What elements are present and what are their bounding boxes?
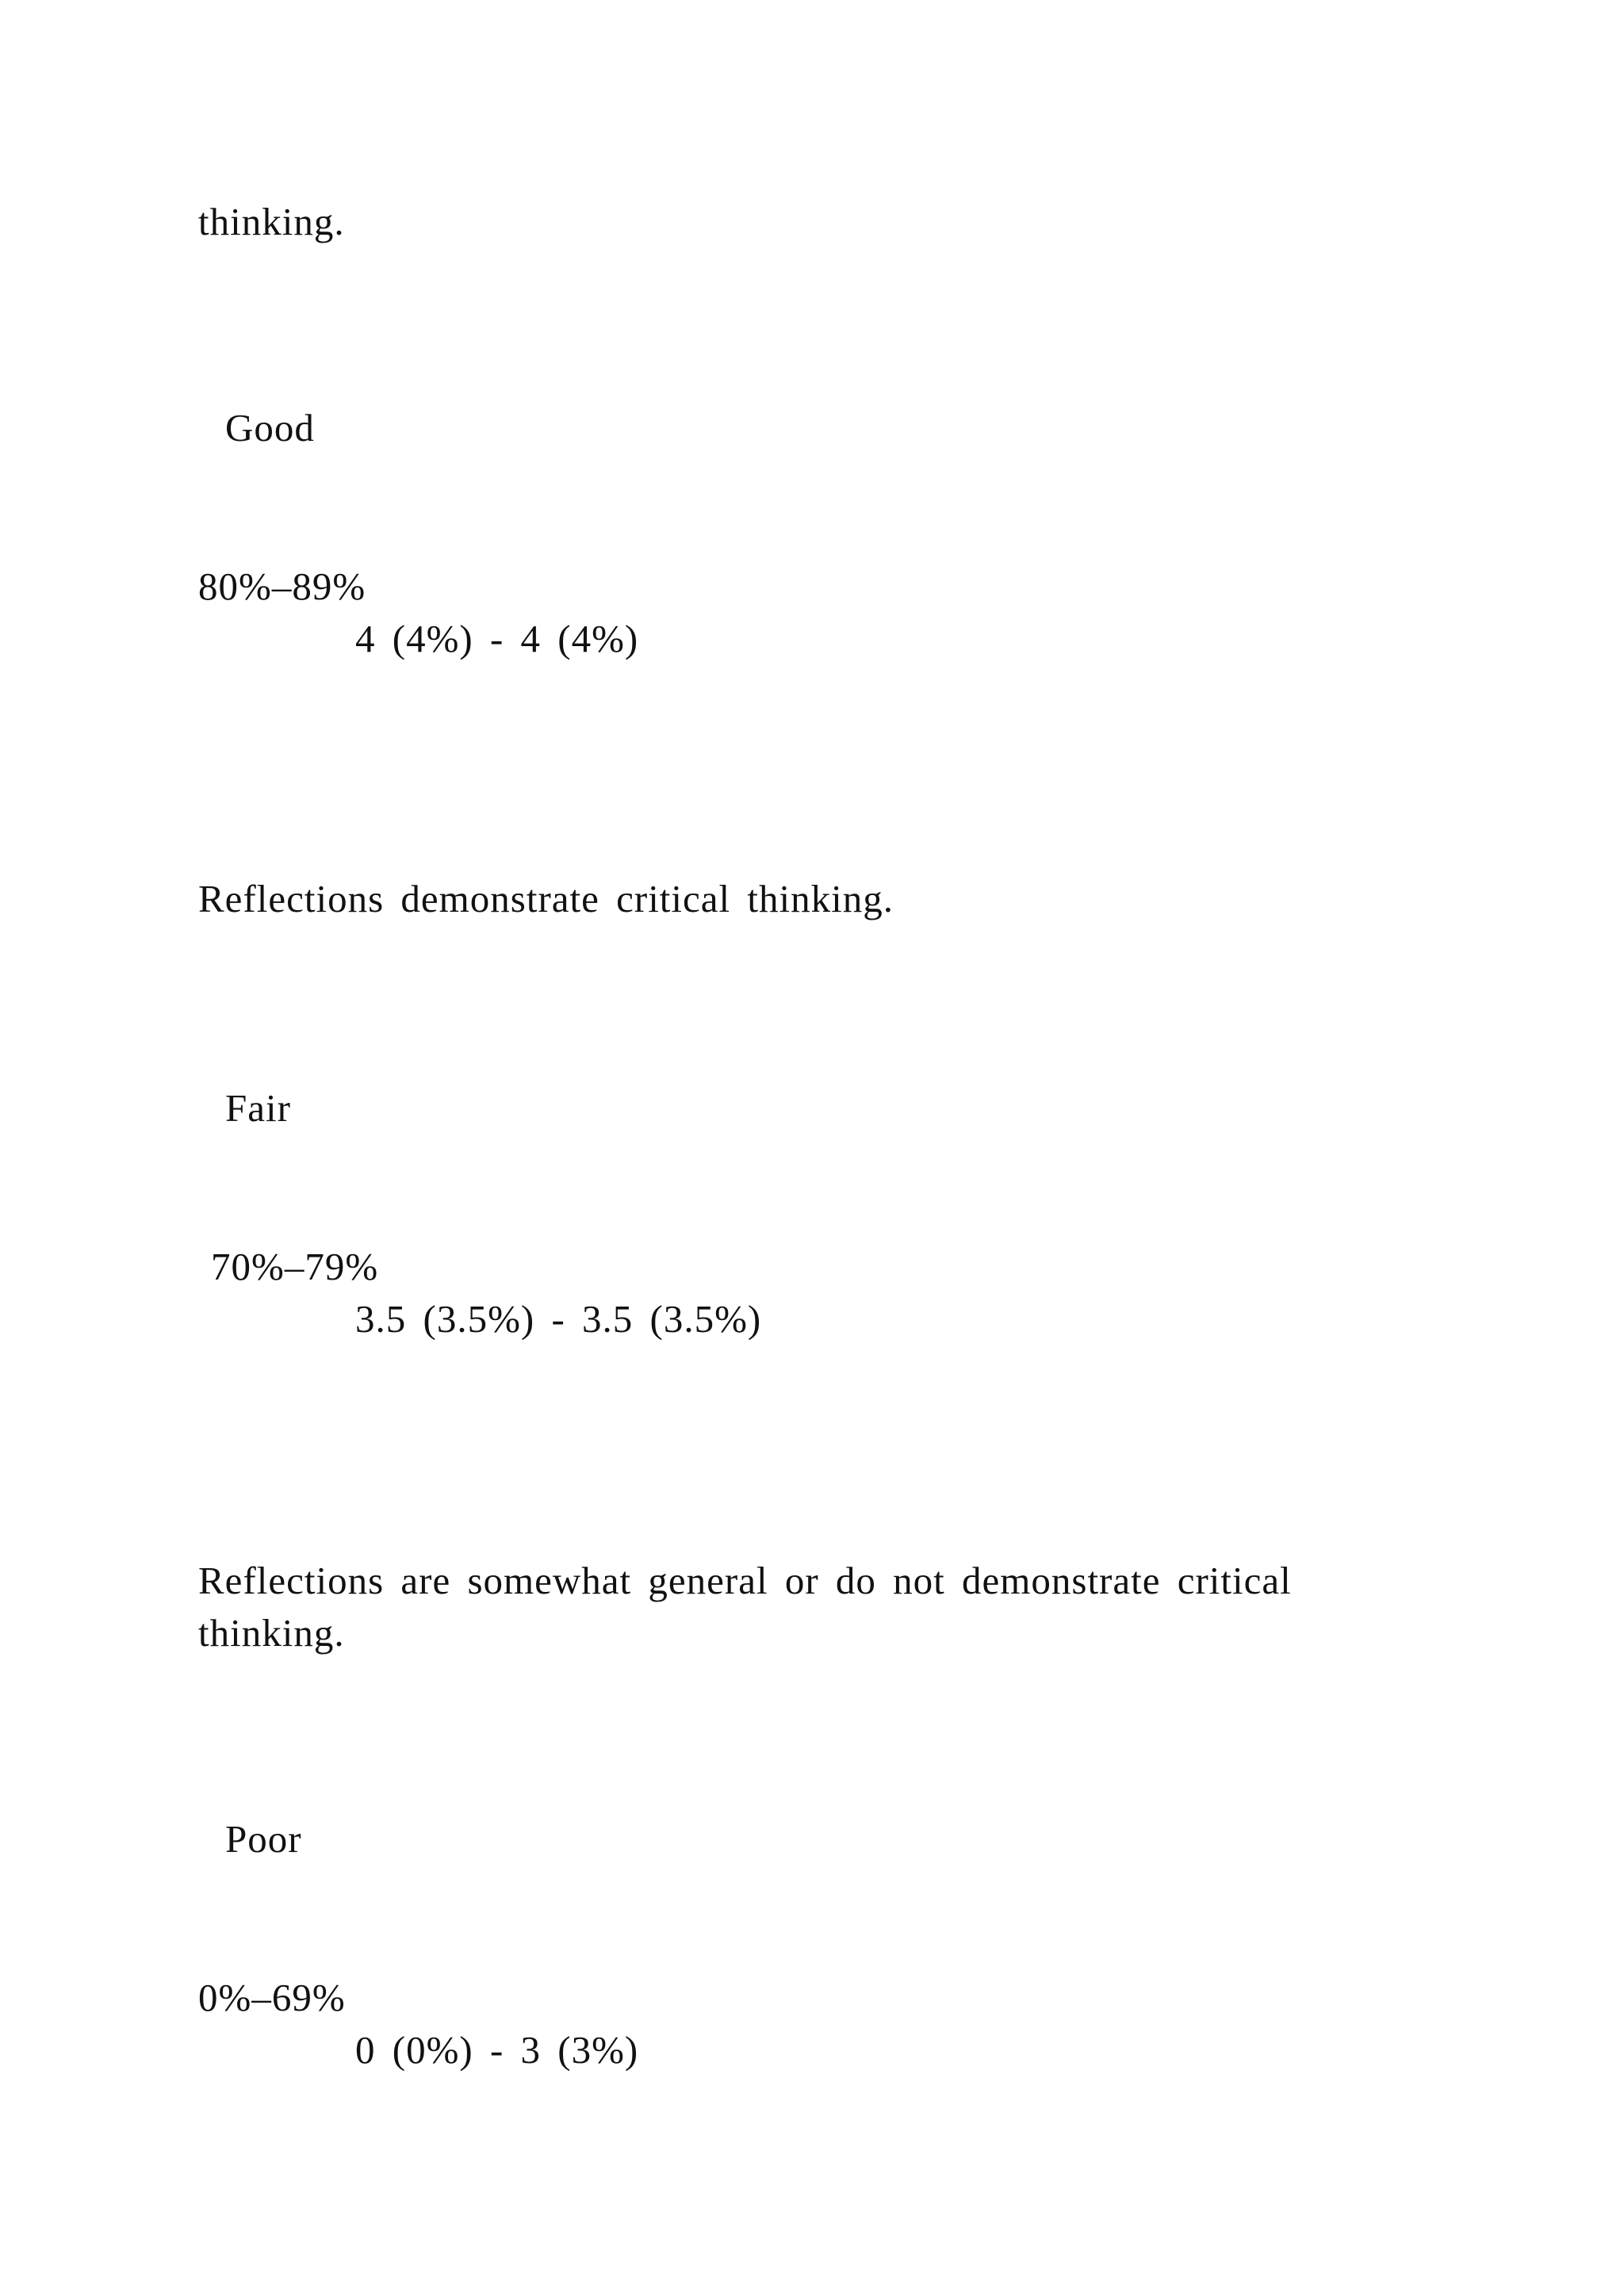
rating-label-fair: Fair bbox=[225, 1086, 291, 1130]
description-fair-line1: Reflections are somewhat general or do not demonstrate critical bbox=[198, 1559, 1292, 1602]
rating-label-poor: Poor bbox=[225, 1817, 302, 1861]
continued-description-text: thinking. bbox=[198, 200, 345, 243]
description-good: Reflections demonstrate critical thinking. bbox=[198, 877, 894, 920]
points-good: 4 (4%) - 4 (4%) bbox=[355, 617, 639, 660]
points-poor: 0 (0%) - 3 (3%) bbox=[355, 2028, 639, 2072]
points-fair: 3.5 (3.5%) - 3.5 (3.5%) bbox=[355, 1297, 762, 1341]
description-fair-line2: thinking. bbox=[198, 1611, 345, 1655]
rating-label-good: Good bbox=[225, 406, 315, 450]
range-good: 80%–89% bbox=[198, 564, 366, 608]
range-fair: 70%–79% bbox=[211, 1245, 379, 1288]
range-poor: 0%–69% bbox=[198, 1976, 346, 2019]
